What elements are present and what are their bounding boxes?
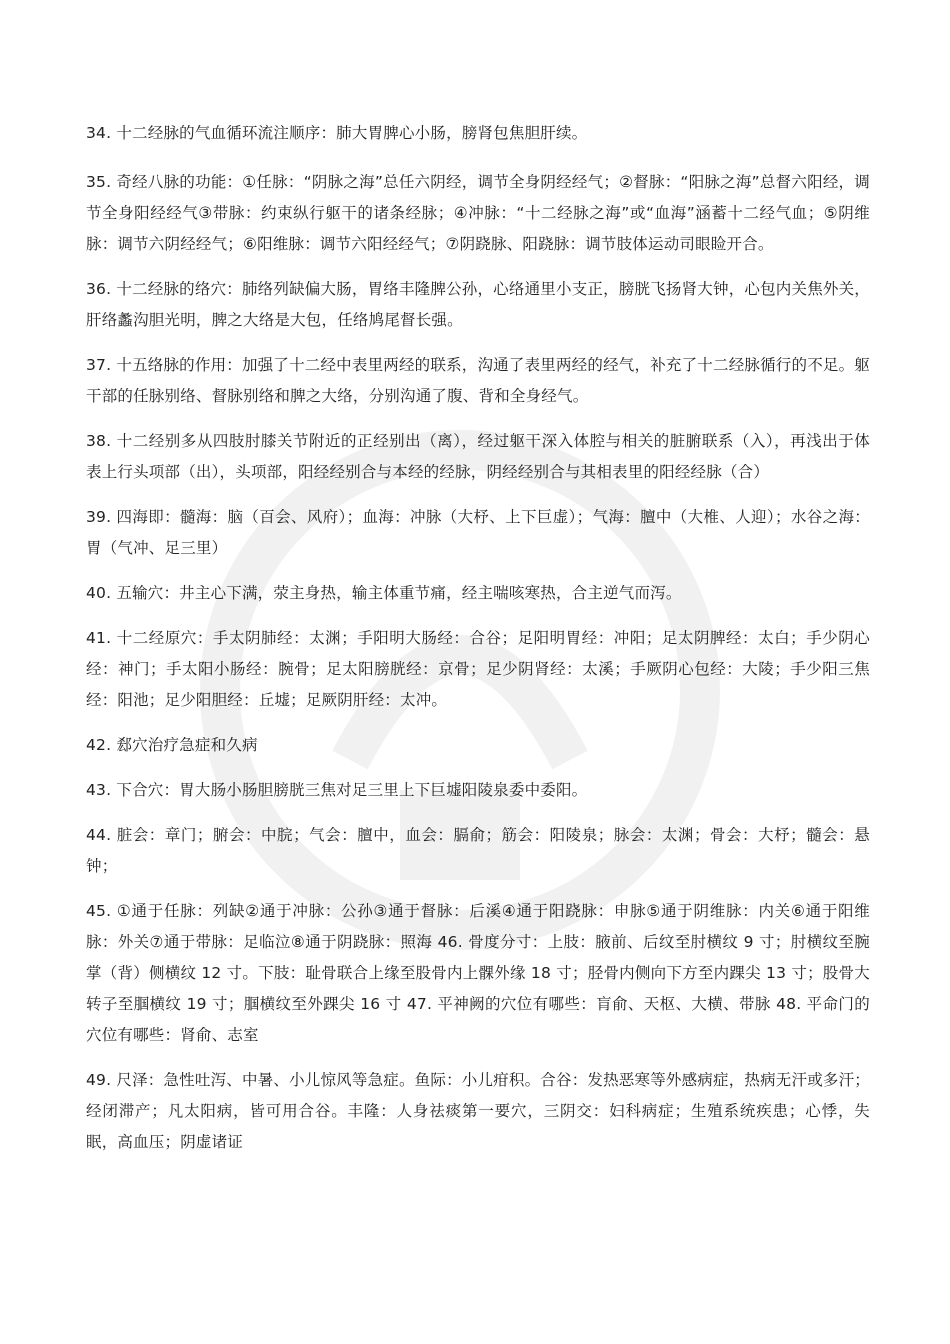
document-body [86, 118, 870, 1158]
item-34-circulation-order: 34. 十二经脉的气血循环流注顺序：肺大胃脾心小肠，膀肾包焦胆肝续。 [86, 124, 588, 142]
item-36-luo-points: 36. 十二经脉的络穴：肺络列缺偏大肠，胃络丰隆脾公孙，心络通里小支正，膀胱飞扬肾大钟，心包内关焦外关，肝络蠡沟胆光明，脾之大络是大包，任络鸠尾督长强。 [86, 280, 870, 329]
item-38-divergent-channels: 38. 十二经别多从四肢肘膝关节附近的正经别出（离），经过躯干深入体腔与相关的脏腑联系（入），再浅出于体表上行头项部（出），头项部，阳经经别合与本经的经脉，阴经经别合与其相表里的阳经经脉（合） [86, 432, 870, 481]
item-39-four-seas: 39. 四海即：髓海：脑（百会、风府）；血海：冲脉（大杼、上下巨虚）；气海：膻中（大椎、人迎）；水谷之海：胃（气冲、足三里） [86, 508, 870, 557]
item-44-influential-points: 44. 脏会：章门；腑会：中脘；气会：膻中，血会：膈俞；筋会：阳陵泉；脉会：太渊；骨会：大杼；髓会：悬钟； [86, 826, 870, 875]
item-45-confluent-points: 45. ①通于任脉：列缺②通于冲脉：公孙③通于督脉：后溪④通于阳跷脉：申脉⑤通于阴维脉：内关⑥通于阳维脉：外关⑦通于带脉：足临泣⑧通于阴跷脉：照海 46. 骨度分寸：上肢：腋前、后纹至肘横纹 9 寸；肘横纹至腕掌（背）侧横纹 12 寸。下肢：耻骨联合上缘至股骨内上髁外缘 18 寸；胫骨内侧向下方至内踝尖 13 寸；股骨大转子至腘横纹 19 寸；腘横纹至外踝尖 16 寸 47. 平神阙的穴位有哪些：肓俞、天枢、大横、带脉 48. 平命门的穴位有哪些：肾俞、志室 [86, 902, 870, 1044]
item-43-lower-he-sea-points: 43. 下合穴：胃大肠小肠胆膀胱三焦对足三里上下巨墟阳陵泉委中委阳。 [86, 781, 588, 799]
item-37-fifteen-collaterals: 37. 十五络脉的作用：加强了十二经中表里两经的联系，沟通了表里两经的经气，补充了十二经脉循行的不足。躯干部的任脉别络、督脉别络和脾之大络，分别沟通了腹、背和全身经气。 [86, 356, 870, 405]
item-49-point-indications: 49. 尺泽：急性吐泻、中暑、小儿惊风等急症。鱼际：小儿疳积。合谷：发热恶寒等外感病症，热病无汗或多汗；经闭滞产；凡太阳病，皆可用合谷。丰隆：人身祛痰第一要穴，三阴交：妇科病症；生殖系统疾患；心悸，失眠，高血压；阴虚诸证 [86, 1071, 870, 1151]
item-35-eight-extra-meridians: 35. 奇经八脉的功能：①任脉：“阴脉之海”总任六阴经，调节全身阴经经气；②督脉：“阳脉之海”总督六阳经，调节全身阳经经气③带脉：约束纵行躯干的诸条经脉；④冲脉：“十二经脉之海”或“血海”涵蓄十二经气血；⑤阴维脉：调节六阴经经气；⑥阳维脉：调节六阳经经气；⑦阴跷脉、阳跷脉：调节肢体运动司眼睑开合。 [86, 173, 870, 253]
item-40-five-shu-points: 40. 五输穴：井主心下满，荥主身热，输主体重节痛，经主喘咳寒热，合主逆气而泻。 [86, 584, 682, 602]
item-42-xi-cleft-points: 42. 郄穴治疗急症和久病 [86, 736, 258, 754]
item-41-yuan-source-points: 41. 十二经原穴：手太阴肺经：太渊；手阳明大肠经：合谷；足阳明胃经：冲阳；足太阴脾经：太白；手少阴心经：神门；手太阳小肠经：腕骨；足太阳膀胱经：京骨；足少阴肾经：太溪；手厥阴心包经：大陵；手少阳三焦经：阳池；足少阳胆经：丘墟；足厥阴肝经：太冲。 [86, 629, 870, 709]
